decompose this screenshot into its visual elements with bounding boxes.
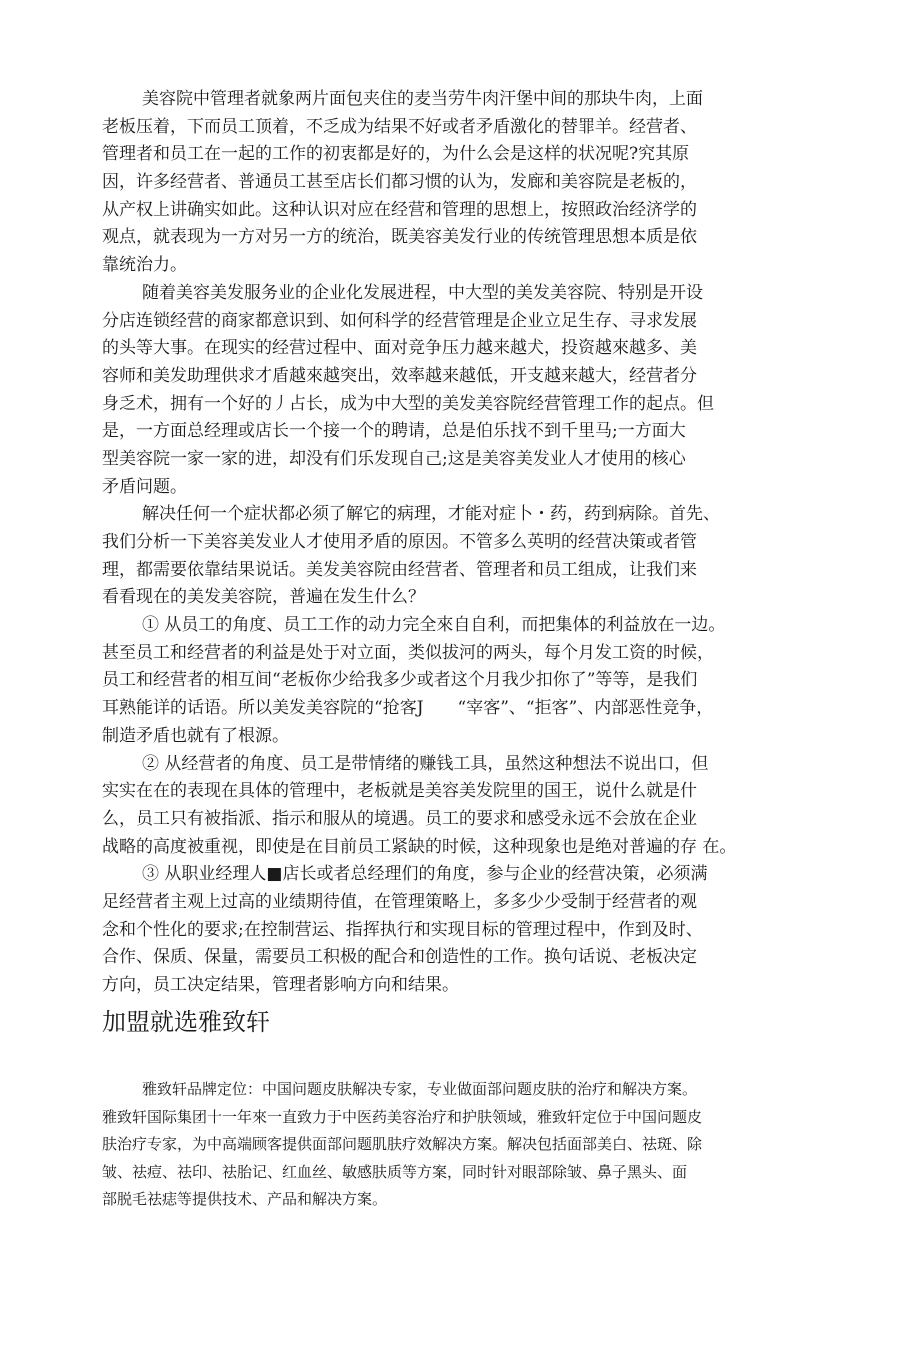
text-line: 是，一方面总经理或店长一个接一个的聘请，总是伯乐找不到千里马;一方面大 — [102, 421, 686, 442]
text-line: 皱、祛痘、祛印、祛胎记、红血丝、敏感肤质等方案，同时针对眼部除皱、鼻子黑头、面 — [102, 1162, 688, 1181]
text-line: 看看现在的美发美容院，普遍在发生什么？ — [102, 587, 425, 608]
text-line: 随着美容美发服务业的企业化发展进程，中大型的美发美容院、特别是开设 — [142, 282, 703, 303]
section-heading: 加盟就选雅致轩 — [102, 1008, 270, 1036]
text-line: 制造矛盾也就有了根源。 — [102, 725, 289, 746]
text-line: 我们分析一下美容美发业人才使用矛盾的原因。不管多么英明的经营决策或者管 — [102, 532, 697, 552]
article-body — [102, 86, 822, 1000]
text-line: 矛盾问题。 — [102, 476, 187, 497]
text-line: 员工和经营者的相互间“老板你少给我多少或者这个月我少扣你了”等等，是我们 — [102, 670, 698, 691]
text-line: ③ 从职业经理人■店长或者总经理们的角度，参与企业的经营决策，必须满 — [142, 864, 708, 885]
text-line: 的头等大事。在现实的经营过程中、面对竞争压力越来越犬，投资越來越多、美 — [102, 338, 697, 359]
text-line: 分店连锁经营的商家都意识到、如何科学的经营管理是企业立足生存、寻求发展 — [102, 310, 697, 331]
text-line: 美容院中管理者就象两片面包夹住的麦当劳牛肉汗堡中间的那块牛肉，上面 — [142, 89, 703, 109]
text-line: 理，都需要依靠结果说话。美发美容院由经营者、管理者和员工组成，让我们来 — [102, 559, 697, 580]
text-line: 肤治疗专家，为中高端顾客提供面部问题肌肤疗效解决方案。解决包括面部美白、祛斑、除 — [102, 1135, 703, 1153]
text-line: 战略的高度被重视，即使是在目前员工紧缺的时候，这种现象也是绝对普遍的存 在。 — [102, 836, 737, 857]
text-line: 部脱毛祛痣等提供技术、产品和解决方案。 — [102, 1190, 388, 1208]
text-line: 方向，员工决定结果，管理者影响方向和结果。 — [102, 975, 459, 995]
text-line: 耳熟能详的话语。所以美发美容院的“抢客J “宰客”、“拒客”、内部恶性竞争， — [102, 698, 714, 719]
text-line: 足经营者主观上过高的业绩期待值，在管理策略上，多多少少受制于经营者的观 — [102, 891, 697, 912]
text-line: 雅致轩品牌定位：中国问题皮肤解决专家，专业做面部问题皮肤的治疗和解决方案。 — [142, 1080, 698, 1098]
text-line: 型美容院一家一家的进，却没有们乐发现自己;这是美容美发业人才使用的核心 — [102, 448, 686, 469]
text-line: 老板压着，下而员工顶着，不乏成为结果不好或者矛盾激化的替罪羊。经营者、 — [102, 116, 697, 137]
text-line: 甚至员工和经营者的利益是处于对立面，类似拔河的两头，每个月发工资的时候， — [102, 642, 714, 663]
text-line: 靠统治力。 — [102, 255, 187, 276]
text-line: 从产权上讲确实如此。这种认识对应在经营和管理的思想上，按照政治经济学的 — [102, 199, 697, 220]
text-line: 解决任何一个症状都必须了解它的病理，才能对症卜・药，药到病除。首先、 — [142, 504, 720, 525]
text-line: 念和个性化的要求;在控制营运、指挥执行和实现目标的管理过程中，作到及时、 — [102, 919, 703, 940]
brand-description — [102, 1076, 822, 1214]
text-line: 因，许多经营者、普通员工甚至店长们都习惯的认为，发廊和美容院是老板的， — [102, 172, 697, 193]
text-line: 雅致轩国际集团十一年來一直致力于中医药美容治疗和护肤领域，雅致轩定位于中国问题皮 — [102, 1107, 703, 1126]
text-line: 观点，就表现为一方对另一方的统治，既美容美发行业的传统管理思想本质是依 — [102, 227, 697, 248]
text-line: 么，员工只有被指派、指示和服从的境遇。员工的要求和感受永远不会放在企业 — [102, 808, 697, 829]
text-line: 实实在在的表现在具体的管理中，老板就是美容美发院里的国王，说什么就是什 — [102, 781, 697, 802]
text-line: 合作、保质、保量，需要员工积极的配合和创造性的工作。换句话说、老板决定 — [102, 947, 697, 968]
text-line: 身乏术，拥有一个好的丿占长，成为中大型的美发美容院经营管理工作的起点。但 — [102, 393, 714, 414]
text-line: ① 从员工的角度、员工工作的动力完全來自自利，而把集体的利益放在一边。 — [142, 615, 726, 636]
text-line: ② 从经营者的角度、员工是带情绪的赚钱工具，虽然这种想法不说出口，但 — [142, 753, 709, 774]
text-line: 容师和美发助理供求才盾越來越突出，效率越来越低，开支越来越大，经营者分 — [102, 365, 697, 386]
text-line: 管理者和员工在一起的工作的初衷都是好的，为什么会是这样的状况呢?究其原 — [102, 144, 690, 165]
